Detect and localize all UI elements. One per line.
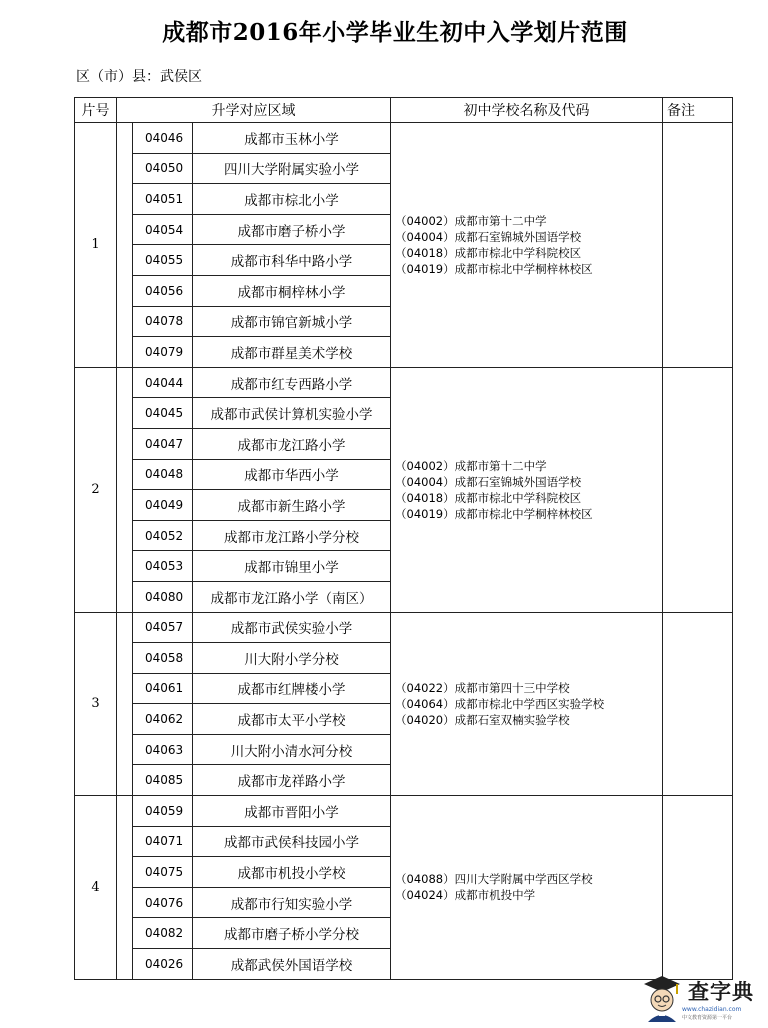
spacer-cell	[117, 367, 133, 612]
middle-school-list	[391, 796, 663, 980]
middle-school-entry: （04088）四川大学附属中学西区学校	[395, 872, 593, 887]
pian-number: 2	[75, 367, 117, 612]
middle-school-entry: （04019）成都市棕北中学桐梓林校区	[395, 261, 593, 276]
primary-school-name: 成都市武侯科技园小学	[193, 826, 391, 857]
logo-title: 查字典	[688, 980, 754, 1004]
logo-url: www.chazidian.com	[682, 1006, 742, 1013]
middle-school-entry: （04004）成都石室锦城外国语学校	[395, 229, 582, 244]
middle-school-entry: （04022）成都市第四十三中学校	[395, 680, 570, 695]
primary-school-name: 成都市玉林小学	[193, 123, 391, 154]
primary-school-name: 成都市华西小学	[193, 459, 391, 490]
primary-school-name: 成都市晋阳小学	[193, 796, 391, 827]
middle-school-entry: （04019）成都市棕北中学桐梓林校区	[395, 506, 593, 521]
primary-school-name: 成都市棕北小学	[193, 184, 391, 215]
note-cell	[663, 796, 733, 980]
table-row	[75, 612, 733, 643]
primary-school-name: 成都市桐梓林小学	[193, 275, 391, 306]
spacer-cell	[117, 796, 133, 980]
middle-school-entry: （04020）成都石室双楠实验学校	[395, 712, 570, 727]
primary-school-code: 04052	[133, 520, 193, 551]
table-row	[75, 123, 733, 154]
table-row	[75, 796, 733, 827]
primary-school-name: 成都武侯外国语学校	[193, 949, 391, 980]
pian-number: 4	[75, 796, 117, 980]
primary-school-code: 04080	[133, 581, 193, 612]
primary-school-code: 04026	[133, 949, 193, 980]
spacer-cell	[117, 123, 133, 368]
primary-school-code: 04082	[133, 918, 193, 949]
chazidian-logo	[642, 974, 762, 1024]
primary-school-code: 04055	[133, 245, 193, 276]
primary-school-code: 04056	[133, 275, 193, 306]
table-header-row	[75, 98, 733, 123]
primary-school-name: 成都市红牌楼小学	[193, 673, 391, 704]
primary-school-code: 04045	[133, 398, 193, 429]
primary-school-code: 04062	[133, 704, 193, 735]
primary-school-name: 成都市龙江路小学（南区）	[193, 581, 391, 612]
graduate-mascot-icon	[642, 974, 682, 1022]
primary-school-code: 04048	[133, 459, 193, 490]
note-cell	[663, 123, 733, 368]
middle-school-entry: （04018）成都市棕北中学科院校区	[395, 490, 582, 505]
page-title: 成都市2016年小学毕业生初中入学划片范围	[162, 19, 628, 46]
primary-school-code: 04047	[133, 428, 193, 459]
primary-school-name: 成都市龙祥路小学	[193, 765, 391, 796]
header-middle-school: 初中学校名称及代码	[391, 98, 663, 123]
primary-school-name: 成都市武侯实验小学	[193, 612, 391, 643]
middle-school-entry: （04018）成都市棕北中学科院校区	[395, 245, 582, 260]
primary-school-name: 成都市武侯计算机实验小学	[193, 398, 391, 429]
primary-school-name: 川大附小清水河分校	[193, 734, 391, 765]
primary-school-name: 成都市红专西路小学	[193, 367, 391, 398]
table-body	[75, 123, 733, 980]
primary-school-name: 成都市太平小学校	[193, 704, 391, 735]
primary-school-code: 04058	[133, 643, 193, 674]
middle-school-entry: （04064）成都市棕北中学西区实验学校	[395, 696, 605, 711]
table-row	[75, 367, 733, 398]
logo-slogan: 中文教育资源第一平台	[682, 1015, 733, 1021]
primary-school-name: 成都市磨子桥小学分校	[193, 918, 391, 949]
primary-school-code: 04063	[133, 734, 193, 765]
primary-school-code: 04085	[133, 765, 193, 796]
primary-school-code: 04076	[133, 887, 193, 918]
primary-school-name: 成都市新生路小学	[193, 490, 391, 521]
primary-school-code: 04053	[133, 551, 193, 582]
spacer-cell	[117, 612, 133, 796]
primary-school-name: 川大附小学分校	[193, 643, 391, 674]
primary-school-code: 04051	[133, 184, 193, 215]
primary-school-code: 04049	[133, 490, 193, 521]
primary-school-name: 成都市群星美术学校	[193, 337, 391, 368]
primary-school-name: 成都市行知实验小学	[193, 887, 391, 918]
primary-school-code: 04078	[133, 306, 193, 337]
primary-school-name: 成都市磨子桥小学	[193, 214, 391, 245]
primary-school-code: 04054	[133, 214, 193, 245]
middle-school-entry: （04004）成都石室锦城外国语学校	[395, 474, 582, 489]
primary-school-code: 04046	[133, 123, 193, 154]
primary-school-name: 成都市科华中路小学	[193, 245, 391, 276]
middle-school-entry: （04024）成都市机投中学	[395, 888, 536, 903]
middle-school-list	[391, 367, 663, 612]
middle-school-entry: （04002）成都市第十二中学	[395, 458, 547, 473]
primary-school-name: 成都市锦官新城小学	[193, 306, 391, 337]
note-cell	[663, 612, 733, 796]
primary-school-name: 成都市机投小学校	[193, 857, 391, 888]
primary-school-code: 04061	[133, 673, 193, 704]
primary-school-name: 成都市龙江路小学分校	[193, 520, 391, 551]
primary-school-code: 04057	[133, 612, 193, 643]
middle-school-list	[391, 123, 663, 368]
primary-school-code: 04075	[133, 857, 193, 888]
header-pian: 片号	[75, 98, 117, 123]
note-cell	[663, 367, 733, 612]
primary-school-code: 04050	[133, 153, 193, 184]
pian-number: 3	[75, 612, 117, 796]
pian-number: 1	[75, 123, 117, 368]
primary-school-code: 04079	[133, 337, 193, 368]
primary-school-code: 04071	[133, 826, 193, 857]
primary-school-code: 04059	[133, 796, 193, 827]
primary-school-name: 成都市龙江路小学	[193, 428, 391, 459]
middle-school-entry: （04002）成都市第十二中学	[395, 213, 547, 228]
primary-school-name: 四川大学附属实验小学	[193, 153, 391, 184]
header-area: 升学对应区域	[117, 98, 391, 123]
middle-school-list	[391, 612, 663, 796]
primary-school-code: 04044	[133, 367, 193, 398]
district-label: 区（市）县：武侯区	[76, 69, 202, 85]
header-note: 备注	[663, 98, 733, 123]
zoning-table	[74, 97, 733, 980]
primary-school-name: 成都市锦里小学	[193, 551, 391, 582]
